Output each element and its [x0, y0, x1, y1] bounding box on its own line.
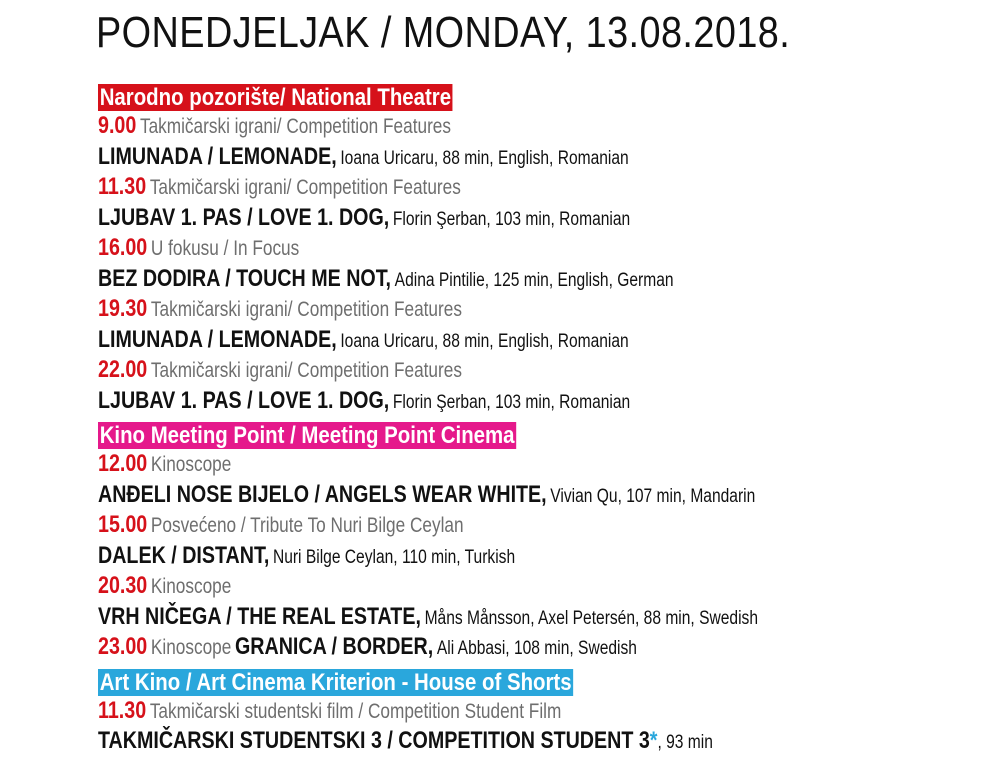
- screening-time: 23.00: [98, 633, 148, 660]
- film-title: GRANICA / BORDER,: [234, 633, 434, 660]
- film-line: [98, 325, 838, 356]
- film-line: [98, 386, 838, 417]
- film-details: Florin Şerban, 103 min, Romanian: [392, 391, 631, 413]
- film-details: Florin Şerban, 103 min, Romanian: [392, 208, 631, 230]
- film-title: LIMUNADA / LEMONADE,: [98, 325, 337, 353]
- film-details: Måns Månsson, Axel Petersén, 88 min, Swedish: [424, 607, 758, 629]
- screening-time: 11.30: [98, 696, 147, 724]
- film-title: DALEK / DISTANT,: [98, 541, 270, 569]
- screening-time-line: [98, 571, 838, 602]
- screening-time-line: [98, 696, 838, 727]
- film-details: Adina Pintilie, 125 min, English, German: [394, 269, 674, 291]
- screening-category: Takmičarski igrani/ Competition Features: [150, 359, 462, 382]
- film-title: LJUBAV 1. PAS / LOVE 1. DOG,: [98, 386, 390, 414]
- screening-category: Kinoscope: [150, 636, 232, 659]
- screening-category: Takmičarski igrani/ Competition Features: [139, 115, 451, 138]
- screening-category: Kinoscope: [150, 575, 232, 598]
- screening-time-line: [98, 355, 838, 386]
- screening-time-line: [98, 172, 838, 203]
- screening-category: Kinoscope: [150, 453, 232, 476]
- film-details: , 93 min: [657, 732, 713, 753]
- film-title: LJUBAV 1. PAS / LOVE 1. DOG,: [98, 203, 390, 231]
- film-title: TAKMIČARSKI STUDENTSKI 3 / COMPETITION STUDENT 3: [98, 727, 650, 754]
- film-line: [98, 480, 838, 511]
- film-line: [98, 142, 838, 173]
- film-title: LIMUNADA / LEMONADE,: [98, 142, 337, 170]
- venue-header: Narodno pozorište/ National Theatre: [99, 84, 452, 111]
- venue-header: Art Kino / Art Cinema Kriterion - House of Shorts: [99, 668, 572, 696]
- screening-category: Takmičarski igrani/ Competition Features: [149, 176, 461, 199]
- screening-time-line: [98, 111, 838, 142]
- screening-time: 15.00: [98, 511, 148, 538]
- film-line: [98, 264, 838, 295]
- screening-time-line: [98, 233, 838, 264]
- screening-time-line: [98, 510, 838, 541]
- film-details: Nuri Bilge Ceylan, 110 min, Turkish: [272, 546, 516, 568]
- screening-category: Takmičarski igrani/ Competition Features: [150, 298, 462, 321]
- venue-section: [98, 420, 1000, 663]
- film-details: Vivian Qu, 107 min, Mandarin: [550, 485, 756, 507]
- screening-category: Posvećeno / Tribute To Nuri Bilge Ceylan: [150, 514, 464, 537]
- screening-time: 22.00: [98, 356, 148, 383]
- screening-category: U fokusu / In Focus: [150, 237, 300, 260]
- film-details: Ali Abbasi, 108 min, Swedish: [436, 638, 637, 659]
- screening-line: [98, 632, 838, 663]
- screening-time-line: [98, 449, 838, 480]
- film-line: [98, 203, 838, 234]
- schedule: [98, 82, 1000, 761]
- film-line: [98, 726, 838, 757]
- film-details: Ioana Uricaru, 88 min, English, Romanian: [340, 330, 629, 352]
- screening-time: 12.00: [98, 450, 148, 477]
- asterisk-mark: *: [649, 727, 658, 754]
- venue-section: [98, 667, 1000, 757]
- screening-time: 9.00: [98, 112, 137, 139]
- screening-category: Takmičarski studentski film / Competition Student Film: [149, 699, 562, 723]
- screening-time: 20.30: [98, 572, 148, 599]
- page-title: PONEDJELJAK / MONDAY, 13.08.2018.: [96, 8, 791, 57]
- screening-time: 11.30: [98, 173, 147, 200]
- film-details: Ioana Uricaru, 88 min, English, Romanian: [340, 147, 629, 169]
- film-title: VRH NIČEGA / THE REAL ESTATE,: [98, 602, 421, 630]
- venue-header: Kino Meeting Point / Meeting Point Cinema: [99, 422, 515, 449]
- film-line: [98, 541, 838, 572]
- film-line: [98, 602, 838, 633]
- screening-time: 19.30: [98, 295, 148, 322]
- screening-time-line: [98, 294, 838, 325]
- venue-section: [98, 82, 1000, 416]
- screening-time: 16.00: [98, 234, 148, 261]
- film-title: BEZ DODIRA / TOUCH ME NOT,: [98, 264, 392, 292]
- film-title: ANĐELI NOSE BIJELO / ANGELS WEAR WHITE,: [98, 480, 547, 508]
